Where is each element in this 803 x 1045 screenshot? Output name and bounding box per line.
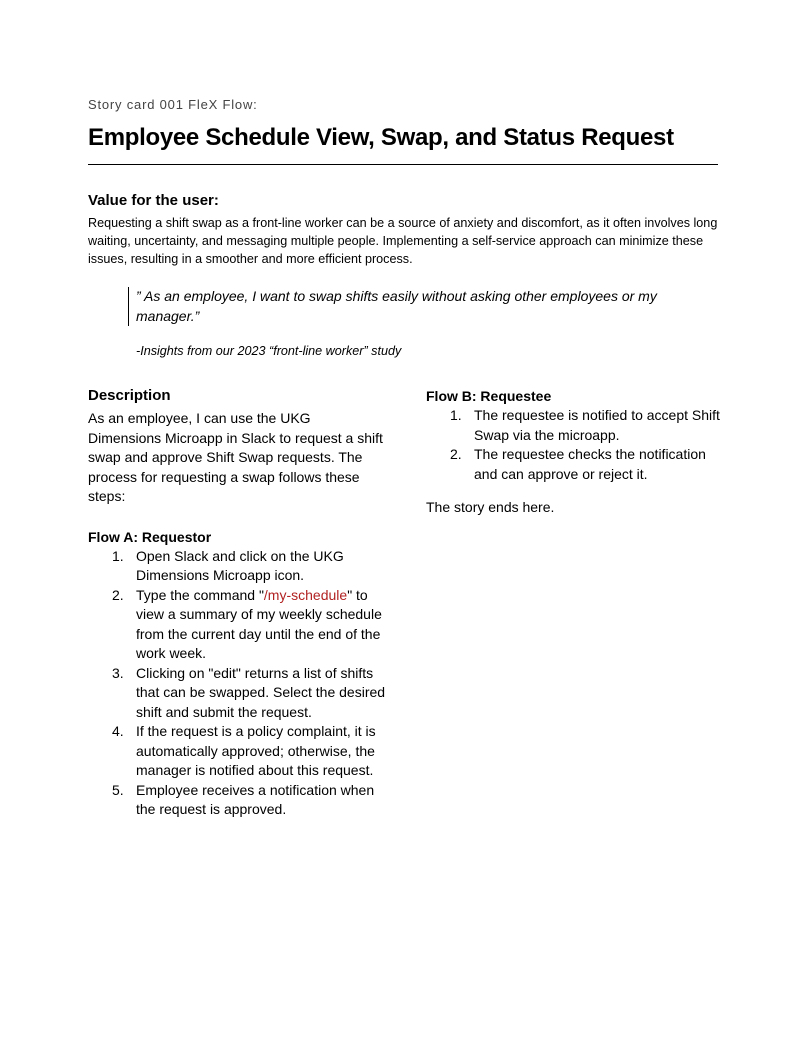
step-text: The requestee checks the notification and can approve or reject it. (474, 446, 706, 482)
left-column (88, 386, 386, 820)
step-number: 3. (112, 664, 124, 681)
story-card-label: Story card 001 FleX Flow: (88, 97, 258, 112)
flow-a-step (88, 664, 386, 723)
flow-a-steps (88, 547, 386, 820)
step-number: 2. (112, 586, 124, 603)
right-column (426, 386, 726, 518)
step-number: 1. (450, 407, 462, 423)
step-number: 1. (112, 547, 124, 564)
step-number: 5. (112, 781, 124, 798)
flow-b-steps (426, 406, 726, 484)
flow-b-step (426, 445, 726, 484)
value-paragraph: Requesting a shift swap as a front-line worker can be a source of anxiety and discomfort, as it often involves long waiting, uncertainty, and messaging multiple people. Implementing a self-service approach can minimize these issues, resulting in a smoother and more efficient process. (88, 216, 718, 266)
page-title: Employee Schedule View, Swap, and Status Request (88, 124, 674, 151)
step-text: If the request is a policy complaint, it is automatically approved; otherwise, the manager is notified about this request. (136, 723, 376, 778)
description-heading: Description (88, 387, 171, 404)
user-quote: ” As an employee, I want to swap shifts easily without asking other employees or my manager.” (128, 287, 716, 326)
value-heading: Value for the user: (88, 192, 219, 209)
step-number: 2. (450, 446, 462, 462)
flow-a-step (88, 722, 386, 781)
flow-a-step (88, 781, 386, 820)
step-text-before: Type the command " (136, 586, 264, 603)
step-text: Open Slack and click on the UKG Dimensions Microapp icon. (136, 547, 344, 583)
description-paragraph: As an employee, I can use the UKG Dimensions Microapp in Slack to request a shift swap and approve Shift Swap requests. The process for requesting a swap follows these steps: (88, 410, 383, 504)
quote-attribution: -Insights from our 2023 “front-line worker” study (136, 344, 402, 358)
flow-b-heading: Flow B: Requestee (426, 388, 552, 404)
command-text: /my-schedule (263, 586, 348, 603)
step-text-after: " to view a summary of my weekly schedule from the current day until the end of the work week. (136, 586, 382, 661)
flow-a-heading: Flow A: Requestor (88, 528, 212, 545)
step-text: The requestee is notified to accept Shift Swap via the microapp. (474, 407, 720, 443)
flow-a-step (88, 586, 386, 664)
flow-a-step (88, 547, 386, 586)
step-text: Employee receives a notification when the request is approved. (136, 781, 375, 817)
step-text: Clicking on "edit" returns a list of shifts that can be swapped. Select the desired shift and submit the request. (136, 664, 386, 720)
step-number: 4. (112, 723, 124, 739)
flow-b-step (426, 406, 726, 445)
story-ending: The story ends here. (426, 499, 555, 515)
title-divider (88, 164, 718, 165)
